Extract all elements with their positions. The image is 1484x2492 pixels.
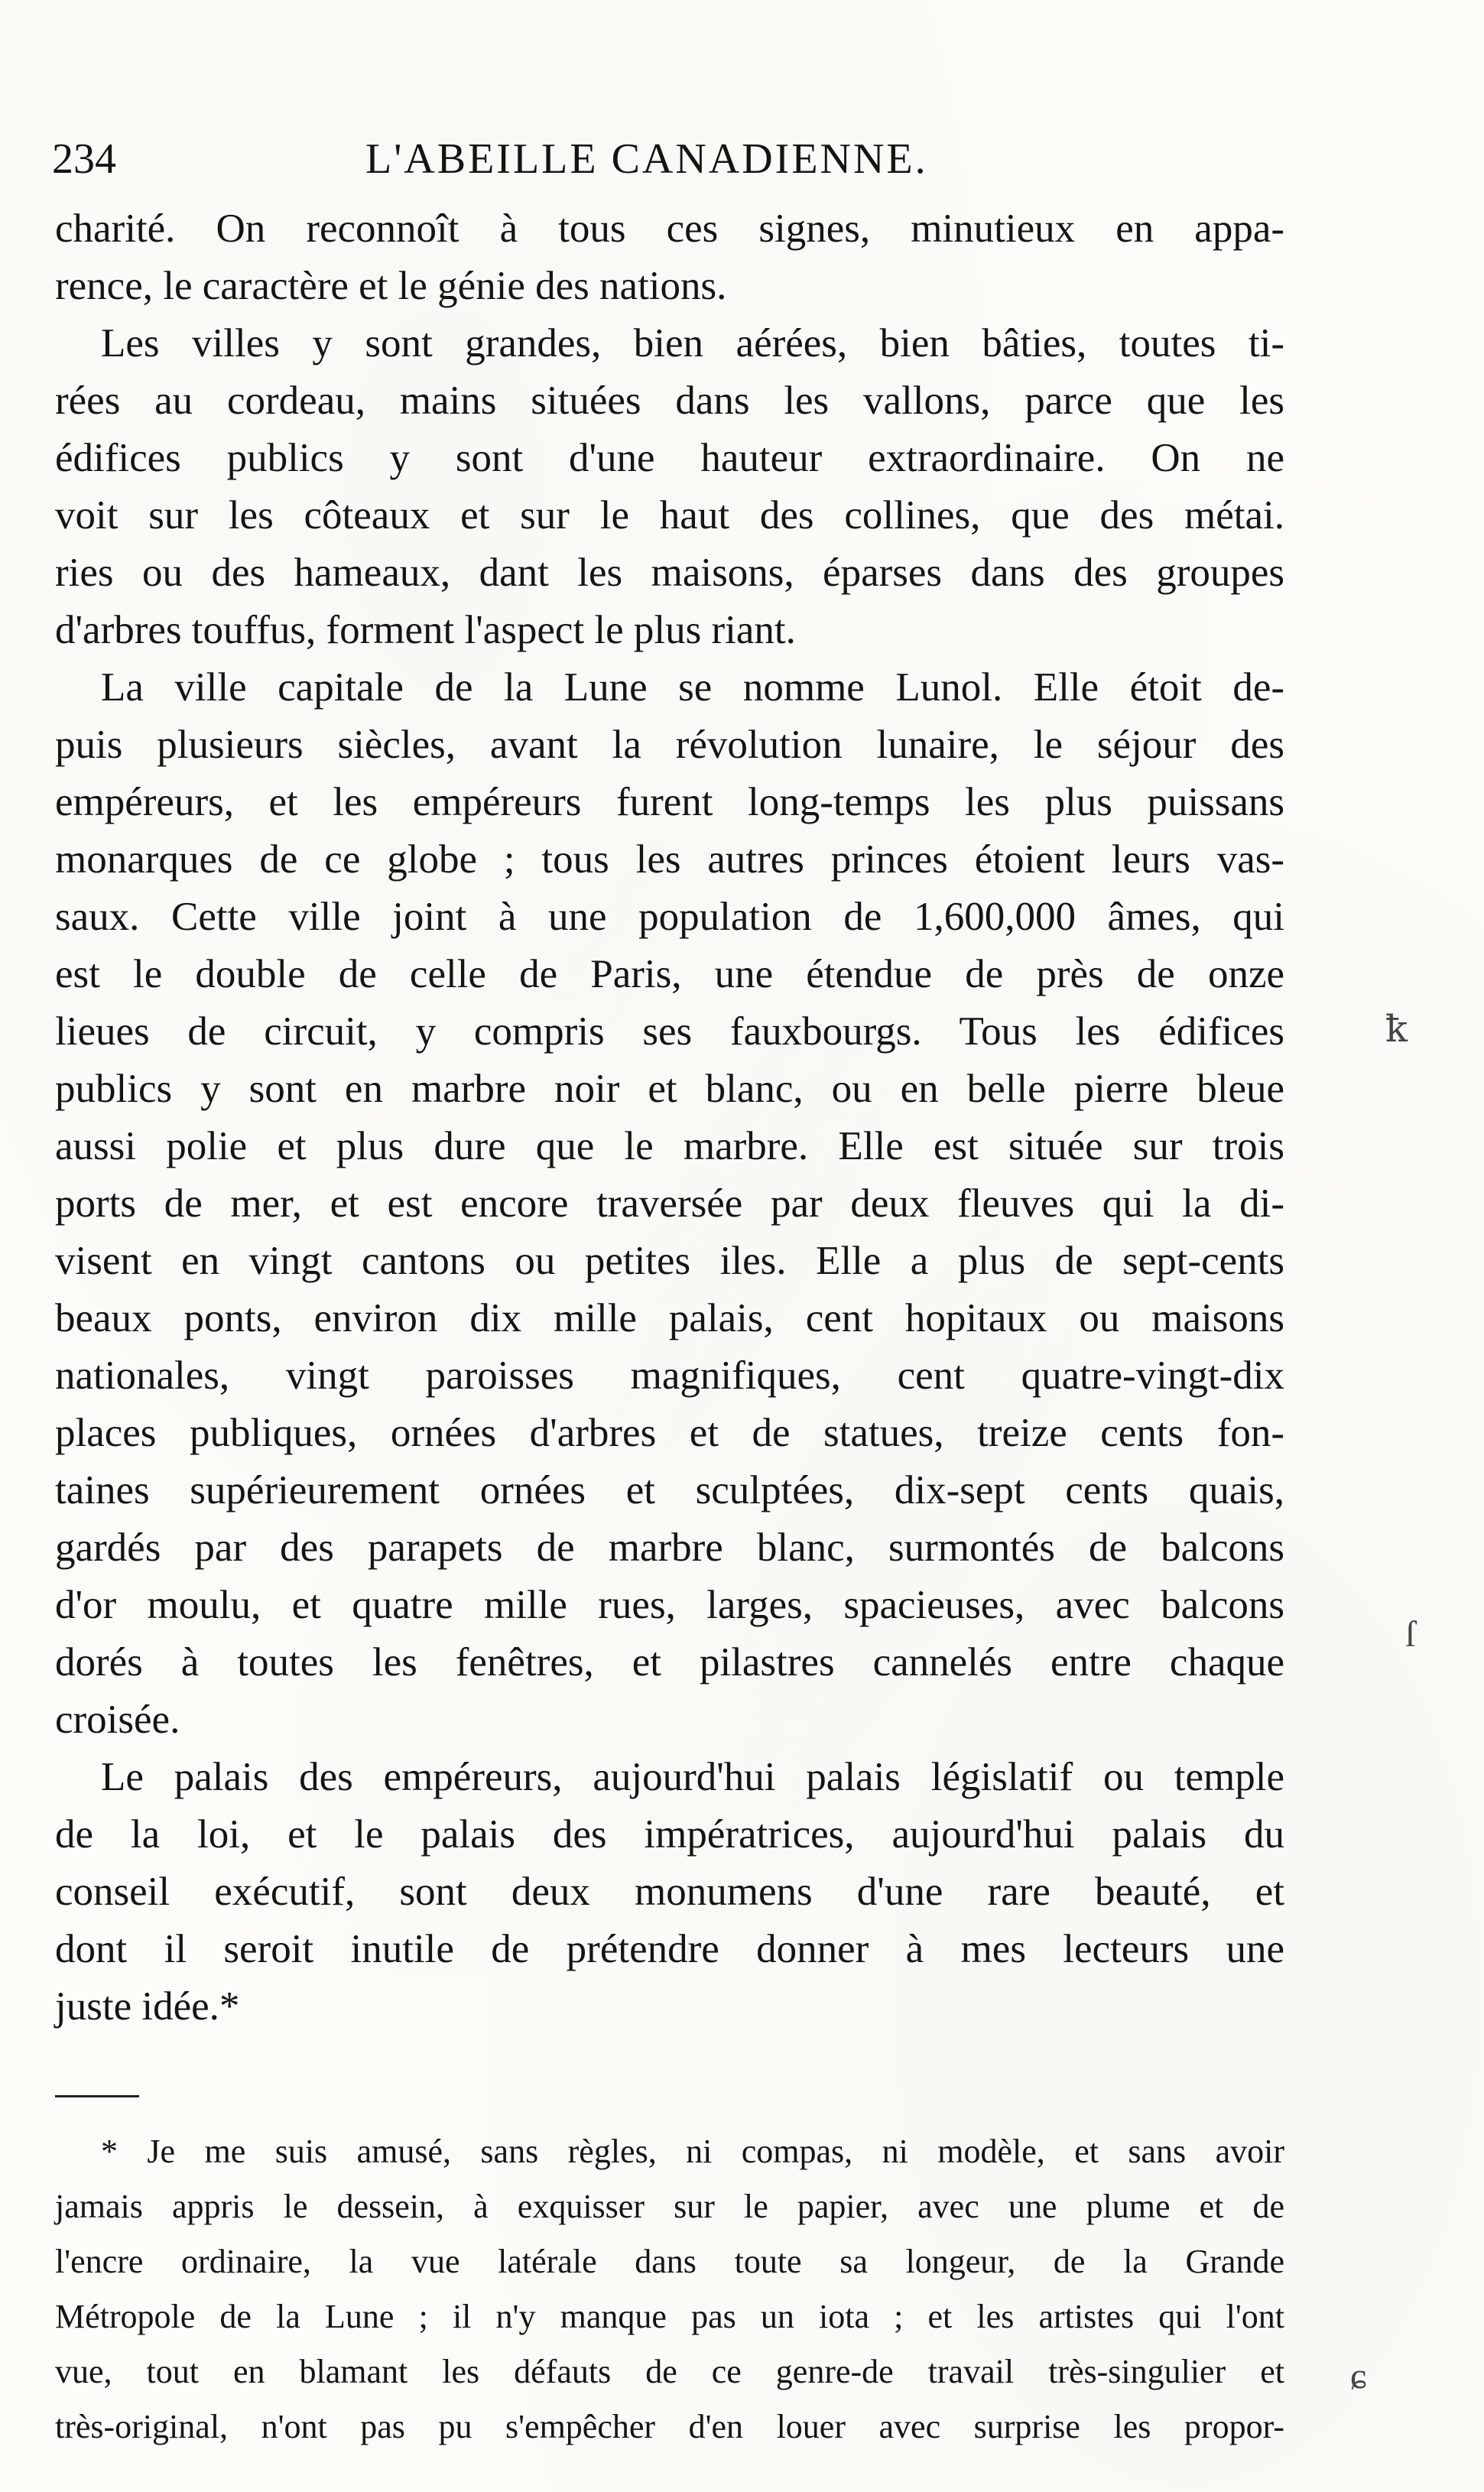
margin-mark: ꝁ xyxy=(1385,1009,1408,1050)
page-header xyxy=(52,128,992,190)
page-number: 234 xyxy=(52,135,116,183)
body-line: dorés à toutes les fenêtres, et pilastres cannelés entre chaque xyxy=(55,1640,1284,1685)
body-line: d'or moulu, et quatre mille rues, larges, spacieuses, avec balcons xyxy=(55,1583,1284,1627)
body-line: charité. On reconnoît à tous ces signes, minutieux en appa- xyxy=(55,206,1284,251)
body-line: dont il seroit inutile de prétendre donner à mes lecteurs une xyxy=(55,1927,1284,1971)
running-head: L'ABEILLE CANADIENNE. xyxy=(365,135,928,183)
body-line: croisée. xyxy=(55,1698,180,1742)
body-line: places publiques, ornées d'arbres et de statues, treize cents fon- xyxy=(55,1411,1284,1455)
footnote-line: jamais appris le dessein, à exquisser sur le papier, avec une plume et de xyxy=(55,2188,1284,2225)
body-line: Le palais des empéreurs, aujourd'hui palais législatif ou temple xyxy=(101,1755,1284,1799)
body-line: édifices publics y sont d'une hauteur extraordinaire. On ne xyxy=(55,436,1284,480)
body-line: nationales, vingt paroisses magnifiques, cent quatre-vingt-dix xyxy=(55,1353,1284,1398)
footnote-line: très-original, n'ont pas pu s'empêcher d'en louer avec surprise les propor- xyxy=(55,2408,1284,2445)
body-line: monarques de ce globe ; tous les autres princes étoient leurs vas- xyxy=(55,837,1284,882)
body-line: d'arbres touffus, forment l'aspect le plus riant. xyxy=(55,608,796,652)
body-line: ries ou des hameaux, dant les maisons, éparses dans des groupes xyxy=(55,551,1284,595)
body-line: Les villes y sont grandes, bien aérées, bien bâties, toutes ti- xyxy=(101,321,1284,366)
body-line: rence, le caractère et le génie des nations. xyxy=(55,264,727,308)
body-line: lieues de circuit, y compris ses fauxbourgs. Tous les édifices xyxy=(55,1009,1284,1054)
body-text xyxy=(55,200,1284,2036)
body-line: rées au cordeau, mains situées dans les vallons, parce que les xyxy=(55,379,1284,423)
body-line: juste idée.* xyxy=(55,1984,240,2029)
body-line: La ville capitale de la Lune se nomme Lunol. Elle étoit de- xyxy=(101,665,1284,710)
body-line: aussi polie et plus dure que le marbre. Elle est située sur trois xyxy=(55,1124,1284,1168)
body-line: empéreurs, et les empéreurs furent long-temps les plus puissans xyxy=(55,780,1284,824)
body-line: voit sur les côteaux et sur le haut des collines, que des métai. xyxy=(55,493,1284,538)
body-line: ports de mer, et est encore traversée par deux fleuves qui la di- xyxy=(55,1181,1284,1226)
footnote xyxy=(55,2124,1284,2455)
body-line: de la loi, et le palais des impératrices, aujourd'hui palais du xyxy=(55,1812,1284,1857)
body-line: conseil exécutif, sont deux monumens d'une rare beauté, et xyxy=(55,1870,1284,1914)
body-line: gardés par des parapets de marbre blanc, surmontés de balcons xyxy=(55,1525,1284,1570)
margin-mark: ſ xyxy=(1405,1614,1416,1655)
footnote-line: Métropole de la Lune ; il n'y manque pas un iota ; et les artistes qui l'ont xyxy=(55,2298,1284,2335)
body-line: puis plusieurs siècles, avant la révolution lunaire, le séjour des xyxy=(55,723,1284,767)
body-line: visent en vingt cantons ou petites iles. Elle a plus de sept-cents xyxy=(55,1239,1284,1283)
body-line: saux. Cette ville joint à une population de 1,600,000 âmes, qui xyxy=(55,895,1284,939)
footnote-line: vue, tout en blamant les défauts de ce genre-de travail très-singulier et xyxy=(55,2353,1284,2390)
body-line: beaux ponts, environ dix mille palais, cent hopitaux ou maisons xyxy=(55,1296,1284,1340)
footnote-rule xyxy=(55,2095,139,2097)
footnote-line: l'encre ordinaire, la vue latérale dans toute sa longeur, de la Grande xyxy=(55,2243,1284,2280)
body-line: publics y sont en marbre noir et blanc, ou en belle pierre bleue xyxy=(55,1067,1284,1111)
footnote-line: * Je me suis amusé, sans règles, ni compas, ni modèle, et sans avoir xyxy=(101,2133,1284,2170)
margin-mark: ɕ xyxy=(1350,2356,1367,2396)
body-line: taines supérieurement ornées et sculptées, dix-sept cents quais, xyxy=(55,1468,1284,1512)
body-line: est le double de celle de Paris, une étendue de près de onze xyxy=(55,952,1284,996)
